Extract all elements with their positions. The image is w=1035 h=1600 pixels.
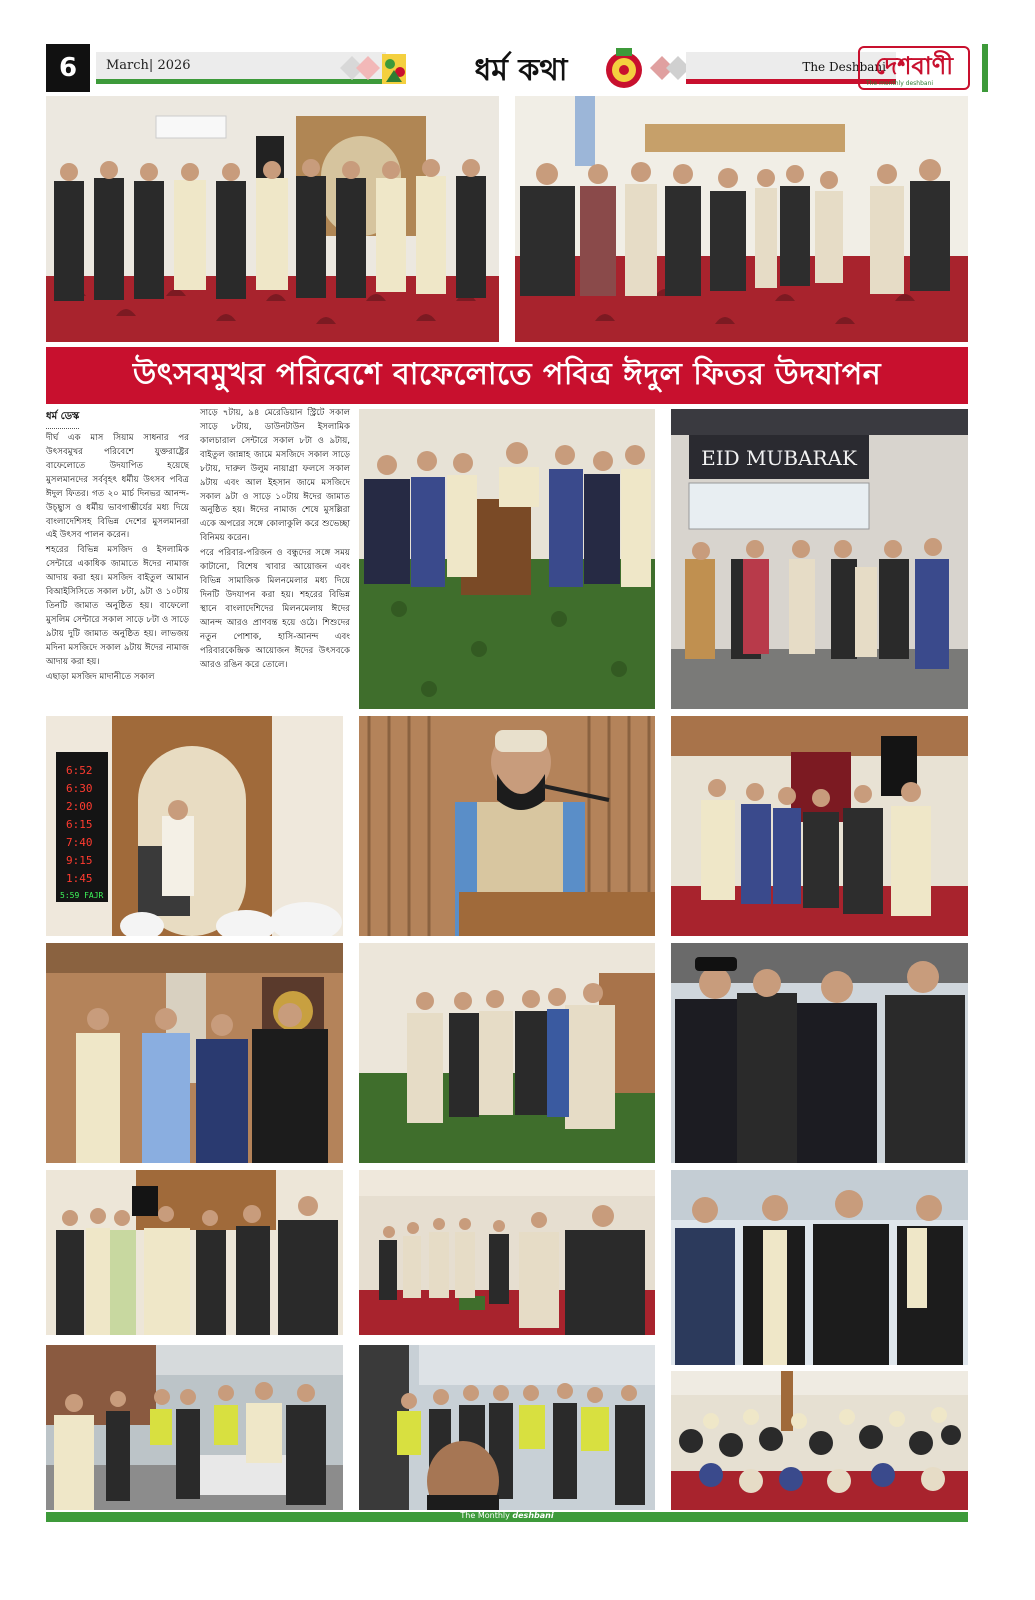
headline-banner (46, 347, 968, 404)
photo-six-men-green-carpet (359, 943, 655, 1163)
diamond-pattern-icon (328, 48, 408, 88)
photo-police-officers (671, 943, 968, 1163)
clock-time: 2:00 (66, 800, 93, 813)
clock-time: 1:45 (66, 872, 93, 885)
clock-time: 6:15 (66, 818, 93, 831)
section-title: ধর্ম কথা (474, 53, 568, 88)
issue-date: March| 2026 (106, 58, 191, 73)
photo-group-mihrab (671, 716, 968, 936)
article-paragraph: সাড়ে ৭টায়, ৯৪ মেরেডিয়ান স্ট্রিটে সকাল সাড়ে ৮টায়, ডাউনটাউন ইসলামিক কালচারাল সেন্টারে সকাল ৮টা ও ৯টায়, বাইতুল জান্নাহ জামে মসজিদে সকাল সাড়ে ৮টায়, দারুল উলুম নায়াগ্রা ফলসে সকাল ৯টায় এবং আল ইহসান জামে মসজিদে সকাল ৯টা ও সাড়ে ১০টায় ঈদের জামাত অনুষ্ঠিত হয়। ঈদের নামাজ শেষে মুসল্লিরা একে অপরের সঙ্গে কোলাকুলি করে শুভেচ্ছা বিনিময় করেন। (200, 408, 350, 544)
masthead-green-strip (982, 44, 988, 92)
byline: ধর্ম ডেস্ক (46, 409, 79, 429)
photo-group-clock-wall (46, 1170, 343, 1335)
article-paragraph: এছাড়া মসজিদ মাদানীতে সকাল (46, 671, 155, 682)
photo-imams-podium (359, 409, 655, 709)
article-paragraph: শহরের বিভিন্ন মসজিদ ও ইসলামিক সেন্টারে একাধিক জামাতে ঈদের নামাজ আদায় করা হয়। মসজিদ বাইতুল আমান বিআইসিসিতে সকাল ৮টা, ৯টা ও ১০টায় তিনটি জামাত অনুষ্ঠিত হয়। বাফেলো মুসলিম সেন্টারে সকাল সাড়ে ৮টা ও সাড়ে ৯টায় দুটি জামাত অনুষ্ঠিত হয়। লাভজয় মদিনা মসজিদে সকাল ৯টায় ঈদের নামাজ আদায় করা হয়। (46, 545, 189, 667)
photo-group-mosque-2 (515, 96, 968, 342)
clock-time: 7:40 (66, 836, 93, 849)
footer-brand: deshbani (512, 1511, 554, 1520)
photo-eid-mubarak-building (671, 409, 968, 709)
festival-emblem-icon (602, 44, 646, 92)
deshbani-logo (858, 46, 970, 90)
headline-text: উৎসবমুখর পরিবেশে বাফেলোতে পবিত্র ঈদুল ফিতর উদযাপন (132, 357, 882, 392)
clock-time: 9:15 (66, 854, 93, 867)
page-number: 6 (46, 44, 90, 92)
logo-text: দেশবাণী (874, 52, 954, 80)
clock-time: 6:52 (66, 764, 93, 777)
article-paragraph: দীর্ঘ এক মাস সিয়াম সাধনার পর উৎসবমুখর পরিবেশে যুক্তরাষ্ট্রের বাফেলোতে উদযাপিত হয়েছে মুসলমানদের সর্ববৃহৎ ধর্মীয় উৎসব পবিত্র ঈদুল ফিতর। গত ২০ মার্চ দিনভর আনন্দ-উচ্ছ্বাস ও ধর্মীয় ভাবগাম্ভীর্যের মধ্য দিয়ে বাংলাদেশিসহ বিভিন্ন দেশের মুসলমানরা এই উৎসব পালন করেন। (46, 433, 189, 541)
article-column-1 (46, 432, 189, 686)
logo-subtext: The monthly deshbani (866, 80, 934, 87)
photo-seated-congregation (671, 1371, 968, 1510)
eid-mubarak-sign: EID MUBARAK (701, 446, 857, 470)
footer-prefix: The Monthly (460, 1511, 513, 1520)
clock-fajr-time: 5:59 FAJR (60, 891, 104, 900)
masthead (46, 44, 988, 94)
clock-time: 6:30 (66, 782, 93, 795)
photo-group-mosque-1 (46, 96, 499, 342)
photo-prayer-hall-crowd (359, 1170, 655, 1335)
photo-four-men-calligraphy (46, 943, 343, 1163)
publication-name: The Deshbani (802, 60, 886, 74)
photo-imam-microphone (359, 716, 655, 936)
article-column-2 (200, 407, 350, 674)
article-paragraph: পরে পরিবার-পরিজন ও বন্ধুদের সঙ্গে সময় কাটানো, বিশেষ খাবার আয়োজন এবং বিভিন্ন সামাজিক মিলনমেলার মধ্য দিয়ে দিনটি উদযাপন করা হয়। শহরের বিভিন্ন স্থানে বাংলাদেশিদের মিলনমেলায় ঈদের আনন্দ আরও প্রাণবন্ত হয়ে ওঠে। শিশুদের নতুন পোশাক, হাসি-আনন্দ এবং পরিবারকেন্দ্রিক আয়োজন ঈদের উৎসবকে আরও রঙিন করে তোলে। (200, 548, 350, 670)
photo-food-distribution (46, 1345, 343, 1510)
photo-volunteers-selfie (359, 1345, 655, 1510)
footer-text (46, 1511, 968, 1520)
photo-imam-speaking (46, 716, 343, 936)
footer-bar (46, 1512, 968, 1522)
photo-young-men-outdoors (671, 1170, 968, 1365)
